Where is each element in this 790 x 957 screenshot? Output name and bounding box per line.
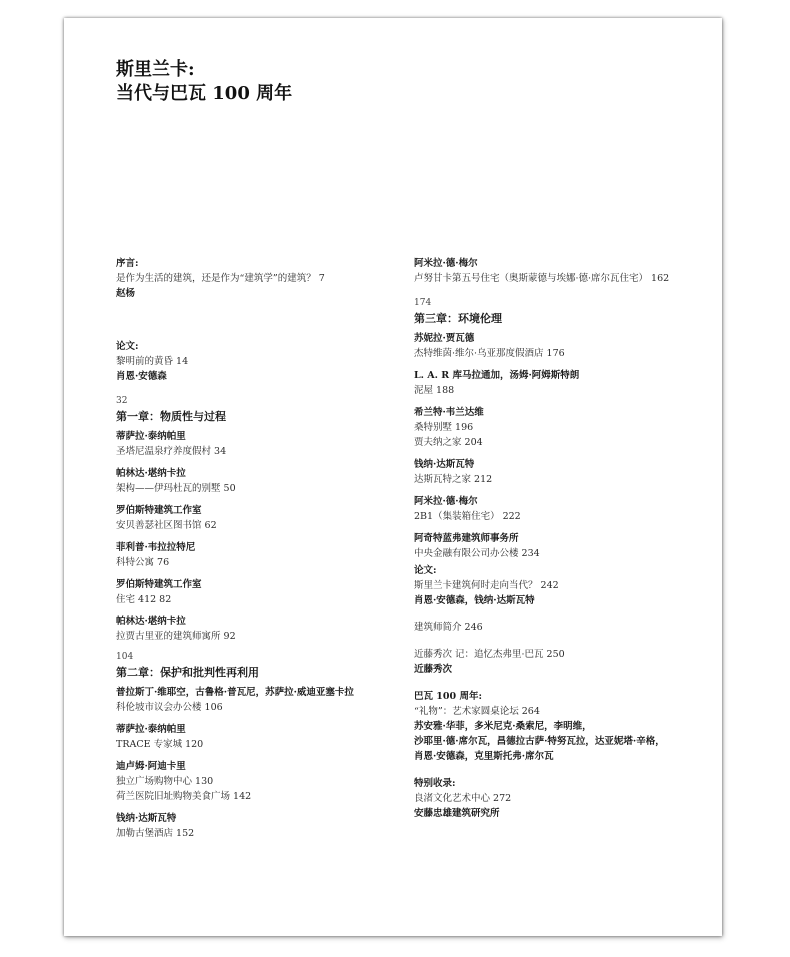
project-title: 独立广场购物中心 130 (116, 776, 214, 787)
project-title: 住宅 412 82 (116, 594, 172, 605)
top-architect: 阿米拉·德·梅尔 (414, 258, 478, 269)
title-line-1: 斯里兰卡: (116, 59, 195, 80)
chapter-1-list (116, 429, 406, 644)
architect-name: L. A. R 库马拉通加，汤姆·阿姆斯特朗 (414, 370, 580, 381)
essay-2-author: 肖恩·安德森，钱纳·达斯瓦特 (414, 595, 535, 606)
project-title: 2B1（集装箱住宅） 222 (414, 511, 521, 522)
kengo-text: 近藤秀次 记：追忆杰弗里·巴瓦 250 (414, 649, 565, 660)
toc-entry (414, 457, 704, 487)
toc-entry (414, 405, 704, 450)
essay-text: 黎明前的黄昏 14 (116, 356, 189, 367)
toc-entry (414, 331, 704, 361)
project-title: 达斯瓦特之家 212 (414, 474, 493, 485)
book-title (116, 58, 292, 106)
toc-entry (116, 811, 406, 841)
project-title: 杰特维茵·维尔·乌亚那度假酒店 176 (414, 348, 565, 359)
title-line-2: 当代与巴瓦 100 周年 (116, 83, 293, 104)
preface-author: 赵杨 (116, 288, 136, 299)
bawa-label: 巴瓦 100 周年: (414, 691, 482, 702)
project-title: 安贝善瑟社区图书馆 62 (116, 520, 217, 531)
special-author: 安藤忠雄建筑研究所 (414, 808, 500, 819)
toc-entry (116, 503, 406, 533)
chapter-3-list (414, 331, 704, 561)
essay-author: 肖恩·安德森 (116, 371, 167, 382)
architect-name: 罗伯斯特建筑工作室 (116, 579, 202, 590)
architect-name: 罗伯斯特建筑工作室 (116, 505, 202, 516)
project-title: 科伦坡市议会办公楼 106 (116, 702, 223, 713)
architect-name: 蒂萨拉·泰纳帕里 (116, 431, 186, 442)
project-title: 圣塔尼温泉疗养度假村 34 (116, 446, 227, 457)
architect-name: 苏妮拉·贾瓦德 (414, 333, 475, 344)
toc-entry (116, 722, 406, 752)
architect-name: 帕林达·堪纳卡拉 (116, 468, 186, 479)
chapter-1-title: 第一章：物质性与过程 (116, 410, 226, 423)
toc-right-column (414, 256, 704, 821)
essay-label: 论文: (116, 341, 139, 352)
toc-entry (414, 494, 704, 524)
special-label: 特别收录: (414, 778, 456, 789)
project-title: 桑特别墅 196 (414, 422, 474, 433)
architect-name: 钱纳·达斯瓦特 (116, 813, 177, 824)
project-title: 泥屋 188 (414, 385, 455, 396)
page (64, 18, 722, 936)
top-work: 卢努甘卡第五号住宅（奥斯蒙德与埃娜·德·席尔瓦住宅） 162 (414, 273, 670, 284)
architect-name: 阿奇特蓝弗建筑师事务所 (414, 533, 519, 544)
toc-entry (116, 577, 406, 607)
toc-entry (116, 540, 406, 570)
architect-name: 钱纳·达斯瓦特 (414, 459, 475, 470)
toc-entry (414, 531, 704, 561)
chapter-3-title: 第三章：环境伦理 (414, 312, 502, 325)
toc-left-column (116, 256, 406, 841)
toc-entry (116, 614, 406, 644)
toc-entry (116, 466, 406, 496)
architect-name: 帕林达·堪纳卡拉 (116, 616, 186, 627)
toc-entry (414, 368, 704, 398)
essay-2-label: 论文: (414, 565, 437, 576)
toc-entry (116, 429, 406, 459)
chapter-2-page: 104 (116, 652, 134, 662)
toc-entry (116, 685, 406, 715)
architect-name: 普拉斯丁·维耶空，古鲁格·普瓦尼，苏萨拉·威迪亚塞卡拉 (116, 687, 354, 698)
architect-name: 阿米拉·德·梅尔 (414, 496, 478, 507)
architect-name: 希兰特·韦兰达维 (414, 407, 484, 418)
kengo-author: 近藤秀次 (414, 664, 453, 675)
architect-name: 蒂萨拉·泰纳帕里 (116, 724, 186, 735)
architect-bios: 建筑师简介 246 (414, 622, 483, 633)
toc-entry (116, 759, 406, 804)
project-title: 荷兰医院旧址购物美食广场 142 (116, 791, 252, 802)
project-title: 中央金融有限公司办公楼 234 (414, 548, 540, 559)
architect-name: 迪卢姆·阿迪卡里 (116, 761, 186, 772)
project-title: 架构——伊玛杜瓦的别墅 50 (116, 483, 236, 494)
preface-text: 是作为生活的建筑，还是作为“建筑学”的建筑？ 7 (116, 273, 325, 284)
bawa-text: “礼物”：艺术家圆桌论坛 264 (414, 706, 540, 717)
chapter-3-page: 174 (414, 298, 432, 308)
chapter-2-title: 第二章：保护和批判性再利用 (116, 666, 259, 679)
project-title: 加勒古堡酒店 152 (116, 828, 195, 839)
project-title: TRACE 专家城 120 (116, 739, 204, 750)
architect-name: 菲利普·韦拉拉特尼 (116, 542, 196, 553)
bawa-people-3: 肖恩·安德森，克里斯托弗·席尔瓦 (414, 751, 554, 762)
project-title: 贾夫纳之家 204 (414, 437, 483, 448)
chapter-2-list (116, 685, 406, 841)
essay-2-text: 斯里兰卡建筑何时走向当代？ 242 (414, 580, 559, 591)
project-title: 拉贾古里亚的建筑师寓所 92 (116, 631, 236, 642)
preface-label: 序言: (116, 258, 139, 269)
bawa-people-2: 沙耶里·德·席尔瓦，昌德拉古萨·特努瓦拉，达亚妮塔·辛格， (414, 736, 665, 747)
bawa-people-1: 苏安雅·华菲，多米尼克·桑索尼，李明维， (414, 721, 592, 732)
special-text: 良渚文化艺术中心 272 (414, 793, 512, 804)
chapter-1-page: 32 (116, 396, 128, 406)
project-title: 科特公寓 76 (116, 557, 170, 568)
